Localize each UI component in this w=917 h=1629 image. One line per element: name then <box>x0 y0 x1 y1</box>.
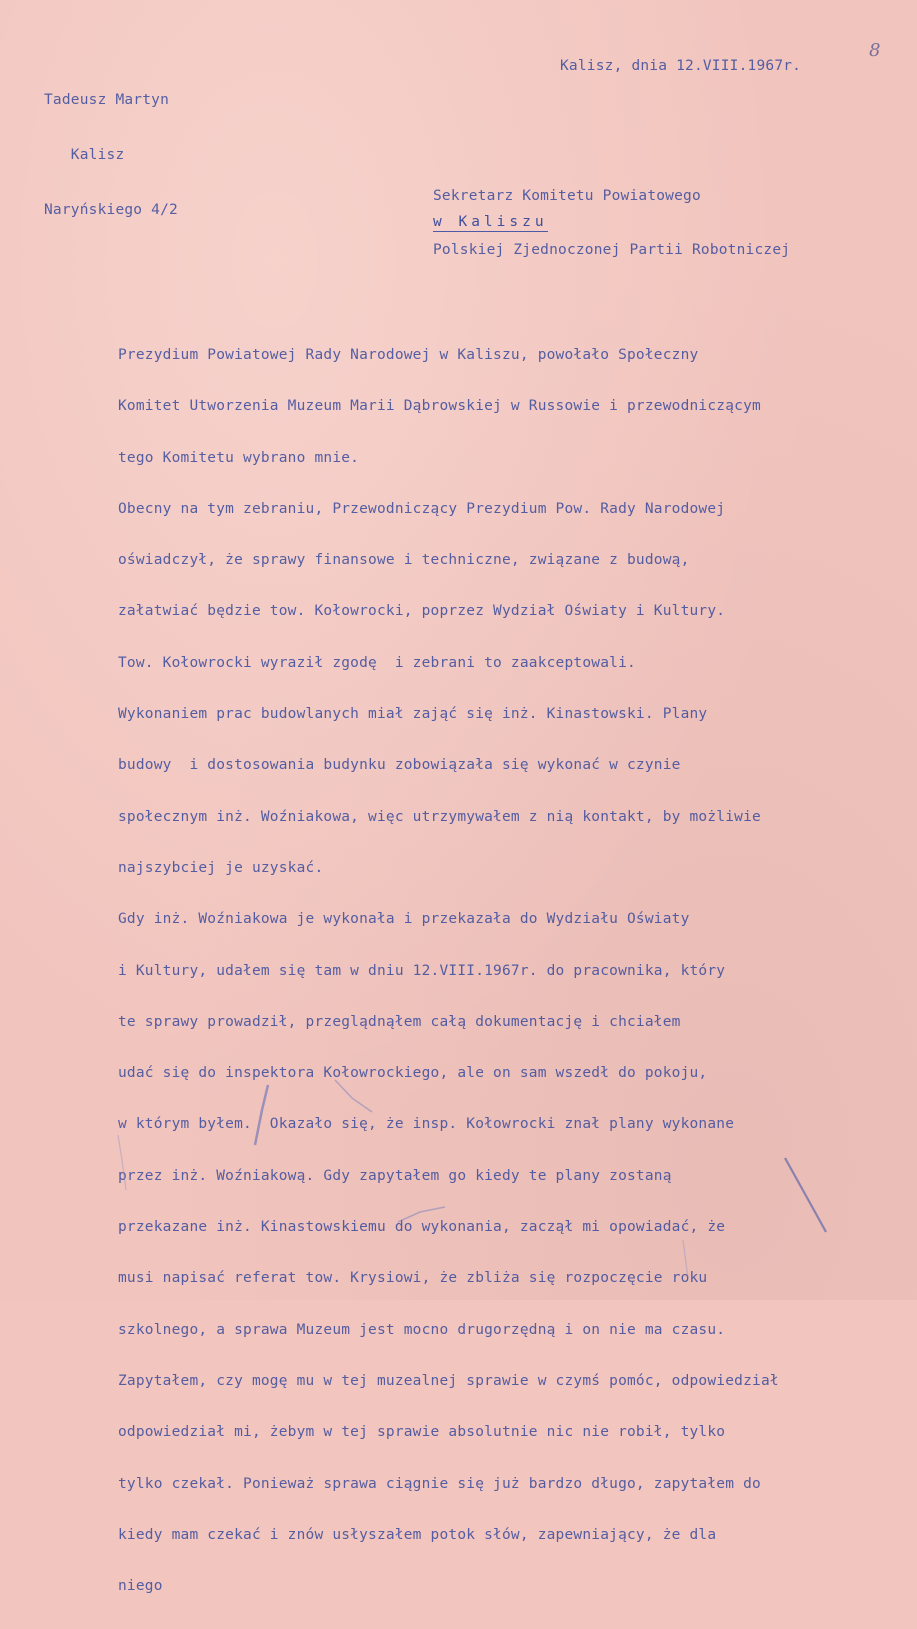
body-line: Prezydium Powiatowej Rady Narodowej w Kaliszu, powołało Społeczny <box>118 347 699 363</box>
ink-scuff <box>398 1207 445 1222</box>
ink-scuff <box>683 1240 688 1278</box>
ink-scuff <box>118 1135 126 1190</box>
sender-name: Tadeusz Martyn <box>44 92 170 108</box>
body-line: odpowiedział mi, żebym w tej sprawie absolutnie nic nie robił, tylko <box>118 1424 726 1441</box>
body-line: społecznym inż. Woźniakowa, więc utrzymywałem z nią kontakt, by możliwie <box>118 808 761 825</box>
body-line: Zapytałem, czy mogę mu w tej muzealnej sprawie w czymś pomóc, odpowiedział <box>118 1372 779 1389</box>
body-line: Gdy inż. Woźniakowa je wykonała i przekazała do Wydziału Oświaty <box>118 911 690 928</box>
body-line: tylko czekał. Ponieważ sprawa ciągnie się już bardzo długo, zapytałem do <box>118 1475 761 1492</box>
body-line: szkolnego, a sprawa Muzeum jest mocno drugorzędną i on nie ma czasu. <box>118 1321 726 1338</box>
ink-scuff <box>785 1158 826 1232</box>
body-line: budowy i dostosowania budynku zobowiązała się wykonać w czynie <box>118 757 681 774</box>
sender-city: Kalisz <box>44 147 125 163</box>
body-line: te sprawy prowadził, przeglądnąłem całą dokumentację i chciałem <box>118 1013 681 1030</box>
body-line: Tow. Kołowrocki wyraził zgodę i zebrani to zaakceptowali. <box>118 654 636 671</box>
ink-scuff <box>255 1085 268 1145</box>
body-line: oświadczył, że sprawy finansowe i techniczne, związane z budową, <box>118 552 690 569</box>
page-number: 8 <box>869 40 881 61</box>
body-line: Wykonaniem prac budowlanych miał zająć się inż. Kinastowski. Plany <box>118 706 708 723</box>
body-line: Obecny na tym zebraniu, Przewodniczący Prezydium Pow. Rady Narodowej <box>118 500 726 517</box>
addressee-line-1: Sekretarz Komitetu Powiatowego <box>433 188 701 204</box>
body-line: w którym byłem. Okazało się, że insp. Kołowrocki znał plany wykonane <box>118 1116 735 1133</box>
body-line: Komitet Utworzenia Muzeum Marii Dąbrowskiej w Russowie i przewodniczącym <box>118 398 761 415</box>
body-line: najszybciej je uzyskać. <box>118 859 324 876</box>
sender-street: Naryńskiego 4/2 <box>44 202 178 218</box>
body-line: i Kultury, udałem się tam w dniu 12.VIII.1967r. do pracownika, który <box>118 962 726 979</box>
date-line: Kalisz, dnia 12.VIII.1967r. <box>560 58 802 74</box>
ink-scuff <box>335 1080 372 1112</box>
body-line: przez inż. Woźniakową. Gdy zapytałem go kiedy te plany zostaną <box>118 1167 672 1184</box>
addressee-destination: w Kaliszu <box>433 214 548 230</box>
body-line: kiedy mam czekać i znów usłyszałem potok słów, zapewniający, że dla <box>118 1526 717 1543</box>
body-line: musi napisać referat tow. Krysiowi, że zbliża się rozpoczęcie roku <box>118 1270 708 1287</box>
body-line: udać się do inspektora Kołowrockiego, ale on sam wszedł do pokoju, <box>118 1065 708 1082</box>
body-line: załatwiać będzie tow. Kołowrocki, poprzez Wydział Oświaty i Kultury. <box>118 603 726 620</box>
body-line: przekazane inż. Kinastowskiemu do wykonania, zaczął mi opowiadać, że <box>118 1219 726 1236</box>
body-line: niego <box>118 1578 163 1595</box>
addressee-line-2: Polskiej Zjednoczonej Partii Robotniczej <box>433 242 791 258</box>
body-line: tego Komitetu wybrano mnie. <box>118 449 360 466</box>
